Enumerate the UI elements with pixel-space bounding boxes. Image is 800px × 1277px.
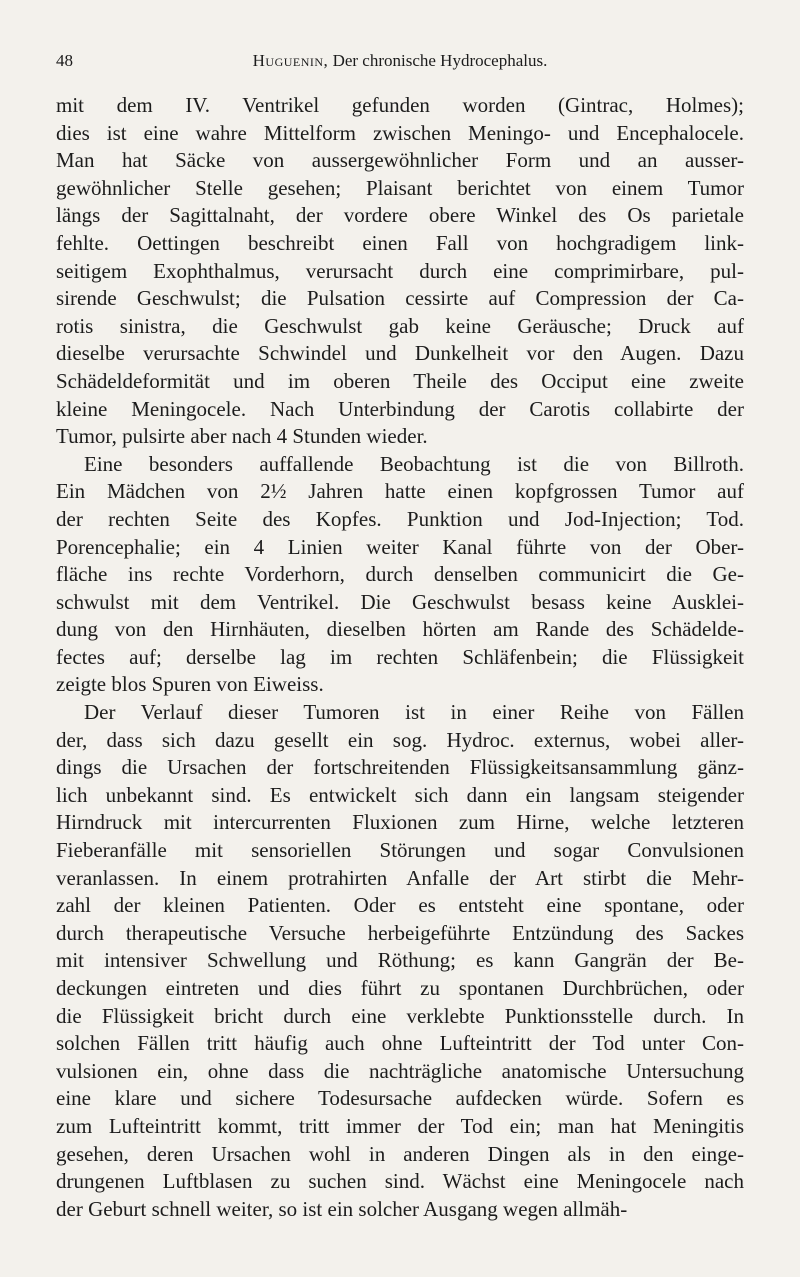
text-line: gesehen, deren Ursachen wohl in anderen Dingen als in den einge- <box>56 1141 744 1166</box>
text-line: seitigem Exophthalmus, verursacht durch eine comprimirbare, pul- <box>56 258 744 283</box>
paragraph <box>56 451 744 699</box>
running-head-author: Huguenin, <box>252 51 329 70</box>
text-line: veranlassen. In einem protrahirten Anfalle der Art stirbt die Mehr- <box>56 865 744 890</box>
text-line: der Geburt schnell weiter, so ist ein solcher Ausgang wegen allmäh- <box>56 1196 628 1221</box>
text-line: Porencephalie; ein 4 Linien weiter Kanal führte von der Ober- <box>56 534 744 559</box>
text-line: durch therapeutische Versuche herbeigeführte Entzündung des Sackes <box>56 920 744 945</box>
body-text <box>56 92 744 1223</box>
text-line: Schädeldeformität und im oberen Theile des Occiput eine zweite <box>56 368 744 393</box>
page-header <box>56 48 744 74</box>
text-line: fläche ins rechte Vorderhorn, durch denselben communicirt die Ge- <box>56 562 744 587</box>
text-line: dung von den Hirnhäuten, dieselben hörten am Rande des Schädelde- <box>56 617 744 642</box>
text-line: Tumor, pulsirte aber nach 4 Stunden wieder. <box>56 424 428 449</box>
text-line: Eine besonders auffallende Beobachtung ist die von Billroth. <box>84 451 744 476</box>
text-line: rotis sinistra, die Geschwulst gab keine Geräusche; Druck auf <box>56 313 744 338</box>
text-line: zeigte blos Spuren von Eiweiss. <box>56 672 324 697</box>
text-line: der, dass sich dazu gesellt ein sog. Hydroc. externus, wobei aller- <box>56 727 744 752</box>
text-line: fectes auf; derselbe lag im rechten Schläfenbein; die Flüssigkeit <box>56 644 744 669</box>
text-line: zahl der kleinen Patienten. Oder es entsteht eine spontane, oder <box>56 893 744 918</box>
text-line: fehlte. Oettingen beschreibt einen Fall von hochgradigem link- <box>56 230 744 255</box>
text-line: Der Verlauf dieser Tumoren ist in einer Reihe von Fällen <box>84 700 744 725</box>
text-line: Ein Mädchen von 2½ Jahren hatte einen kopfgrossen Tumor auf <box>56 479 744 504</box>
text-line: gewöhnlicher Stelle gesehen; Plaisant berichtet von einem Tumor <box>56 175 744 200</box>
page-number: 48 <box>56 51 73 70</box>
text-line: Man hat Säcke von aussergewöhnlicher Form und an ausser- <box>56 148 744 173</box>
text-line: kleine Meningocele. Nach Unterbindung der Carotis collabirte der <box>56 396 744 421</box>
text-line: eine klare und sichere Todesursache aufdecken würde. Sofern es <box>56 1086 744 1111</box>
text-line: der rechten Seite des Kopfes. Punktion und Jod-Injection; Tod. <box>56 506 744 531</box>
text-line: mit intensiver Schwellung und Röthung; es kann Gangrän der Be- <box>56 948 744 973</box>
text-line: mit dem IV. Ventrikel gefunden worden (Gintrac, Holmes); <box>56 93 744 117</box>
text-line: dieselbe verursachte Schwindel und Dunkelheit vor den Augen. Dazu <box>56 341 744 366</box>
text-line: vulsionen ein, ohne dass die nachträgliche anatomische Untersuchung <box>56 1058 744 1083</box>
text-line: schwulst mit dem Ventrikel. Die Geschwulst besass keine Ausklei- <box>56 589 744 614</box>
text-line: die Flüssigkeit bricht durch eine verklebte Punktionsstelle durch. In <box>56 1003 744 1028</box>
text-line: längs der Sagittalnaht, der vordere obere Winkel des Os parietale <box>56 203 744 228</box>
text-line: lich unbekannt sind. Es entwickelt sich dann ein langsam steigender <box>56 782 744 807</box>
text-line: dings die Ursachen der fortschreitenden Flüssigkeitsansammlung gänz- <box>56 755 744 780</box>
text-line: solchen Fällen tritt häufig auch ohne Lufteintritt der Tod unter Con- <box>56 1031 744 1056</box>
text-line: dies ist eine wahre Mittelform zwischen Meningo- und Encephalocele. <box>56 120 744 145</box>
text-line: drungenen Luftblasen zu suchen sind. Wächst eine Meningocele nach <box>56 1169 744 1194</box>
paragraph <box>56 699 744 1223</box>
text-line: Fieberanfälle mit sensoriellen Störungen und sogar Convulsionen <box>56 838 744 863</box>
running-head <box>56 48 744 74</box>
running-head-title: Der chronische Hydrocephalus. <box>332 51 548 70</box>
text-line: deckungen eintreten und dies führt zu spontanen Durchbrüchen, oder <box>56 976 744 1000</box>
paragraph <box>56 92 744 451</box>
text-line: sirende Geschwulst; die Pulsation cessirte auf Compression der Ca- <box>56 286 744 311</box>
text-line: Hirndruck mit intercurrenten Fluxionen zum Hirne, welche letzteren <box>56 810 744 835</box>
text-line: zum Lufteintritt kommt, tritt immer der Tod ein; man hat Meningitis <box>56 1113 744 1138</box>
